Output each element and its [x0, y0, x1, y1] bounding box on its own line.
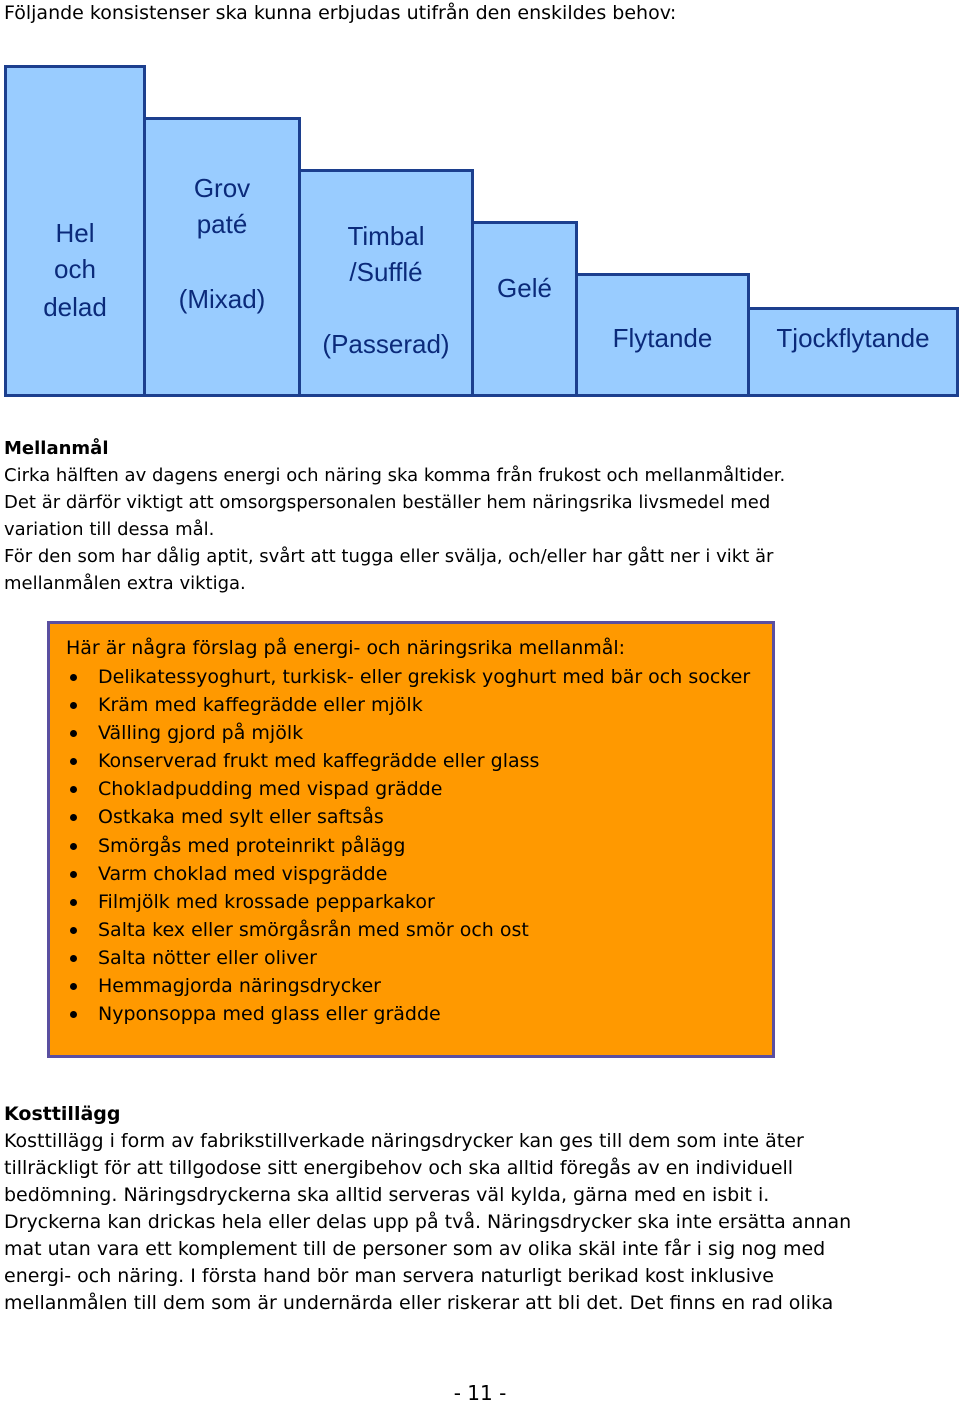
list-item: Ostkaka med sylt eller saftsås — [63, 803, 750, 831]
mellanmal-line: variation till dessa mål. — [4, 519, 215, 540]
kosttillagg-section — [4, 1101, 851, 1317]
step-label: paté — [196, 209, 248, 239]
step-label: Gelé — [497, 273, 552, 303]
kosttillagg-heading: Kosttillägg — [4, 1103, 121, 1125]
list-item: Salta nötter eller oliver — [63, 944, 750, 972]
step-flytande — [575, 273, 750, 397]
mellanmal-line: mellanmålen extra viktiga. — [4, 573, 246, 594]
list-item: Nyponsoppa med glass eller grädde — [63, 1000, 750, 1028]
kosttillagg-line: bedömning. Näringsdryckerna ska alltid serveras väl kylda, gärna med en isbit i. — [4, 1184, 770, 1206]
list-item: Konserverad frukt med kaffegrädde eller glass — [63, 747, 750, 775]
step-label: delad — [43, 292, 107, 322]
list-item: Filmjölk med krossade pepparkakor — [63, 888, 750, 916]
step-label: /Sufflé — [349, 257, 423, 287]
list-item: Delikatessyoghurt, turkisk- eller grekisk yoghurt med bär och socker — [63, 663, 750, 691]
list-item: Chokladpudding med vispad grädde — [63, 775, 750, 803]
list-item: Kräm med kaffegrädde eller mjölk — [63, 691, 750, 719]
step-hel-och-delad — [4, 65, 146, 397]
step-gele — [471, 221, 578, 397]
step-label: och — [54, 254, 96, 284]
mellanmal-heading: Mellanmål — [4, 438, 109, 459]
step-tjockflytande — [747, 307, 959, 397]
kosttillagg-line: energi- och näring. I första hand bör man servera naturligt berikad kost inklusive — [4, 1265, 774, 1287]
step-label: Grov — [193, 173, 251, 203]
step-label: Tjockflytande — [776, 323, 930, 353]
mellanmal-line: För den som har dålig aptit, svårt att tugga eller svälja, och/eller har gått ner i vikt är — [4, 546, 774, 567]
list-item: Salta kex eller smörgåsrån med smör och ost — [63, 916, 750, 944]
step-timbal-suffle — [298, 169, 474, 397]
kosttillagg-line: Kosttillägg i form av fabrikstillverkade näringsdrycker kan ges till dem som inte äter — [4, 1130, 804, 1152]
list-item: Smörgås med proteinrikt pålägg — [63, 832, 750, 860]
list-item: Varm choklad med vispgrädde — [63, 860, 750, 888]
kosttillagg-line: mellanmålen till dem som är undernärda eller riskerar att bli det. Det finns en rad olika — [4, 1292, 834, 1314]
mellanmal-section — [4, 435, 785, 597]
intro-text: Följande konsistenser ska kunna erbjudas utifrån den enskildes behov: — [4, 2, 677, 24]
step-label: Timbal — [347, 221, 425, 251]
list-item: Välling gjord på mjölk — [63, 719, 750, 747]
step-sublabel: (Mixad) — [178, 284, 266, 314]
step-grov-pate — [143, 117, 301, 397]
step-label: Flytande — [612, 323, 713, 353]
suggestions-title: Här är några förslag på energi- och näringsrika mellanmål: — [66, 637, 626, 659]
kosttillagg-line: mat utan vara ett komplement till de personer som av olika skäl inte får i sig nog med — [4, 1238, 826, 1260]
list-item: Hemmagjorda näringsdrycker — [63, 972, 750, 1000]
mellanmal-line: Cirka hälften av dagens energi och näring ska komma från frukost och mellanmåltider. — [4, 465, 786, 486]
mellanmal-line: Det är därför viktigt att omsorgspersonalen beställer hem näringsrika livsmedel med — [4, 492, 771, 513]
snack-suggestions-box — [47, 621, 775, 1058]
kosttillagg-line: Dryckerna kan drickas hela eller delas upp på två. Näringsdrycker ska inte ersätta annan — [4, 1211, 852, 1233]
kosttillagg-line: tillräckligt för att tillgodose sitt energibehov och ska alltid föregås av en individuell — [4, 1157, 794, 1179]
step-label: Hel — [55, 218, 95, 248]
page-number: - 11 - — [453, 1381, 507, 1405]
step-sublabel: (Passerad) — [322, 329, 450, 359]
suggestions-list — [63, 663, 750, 1028]
